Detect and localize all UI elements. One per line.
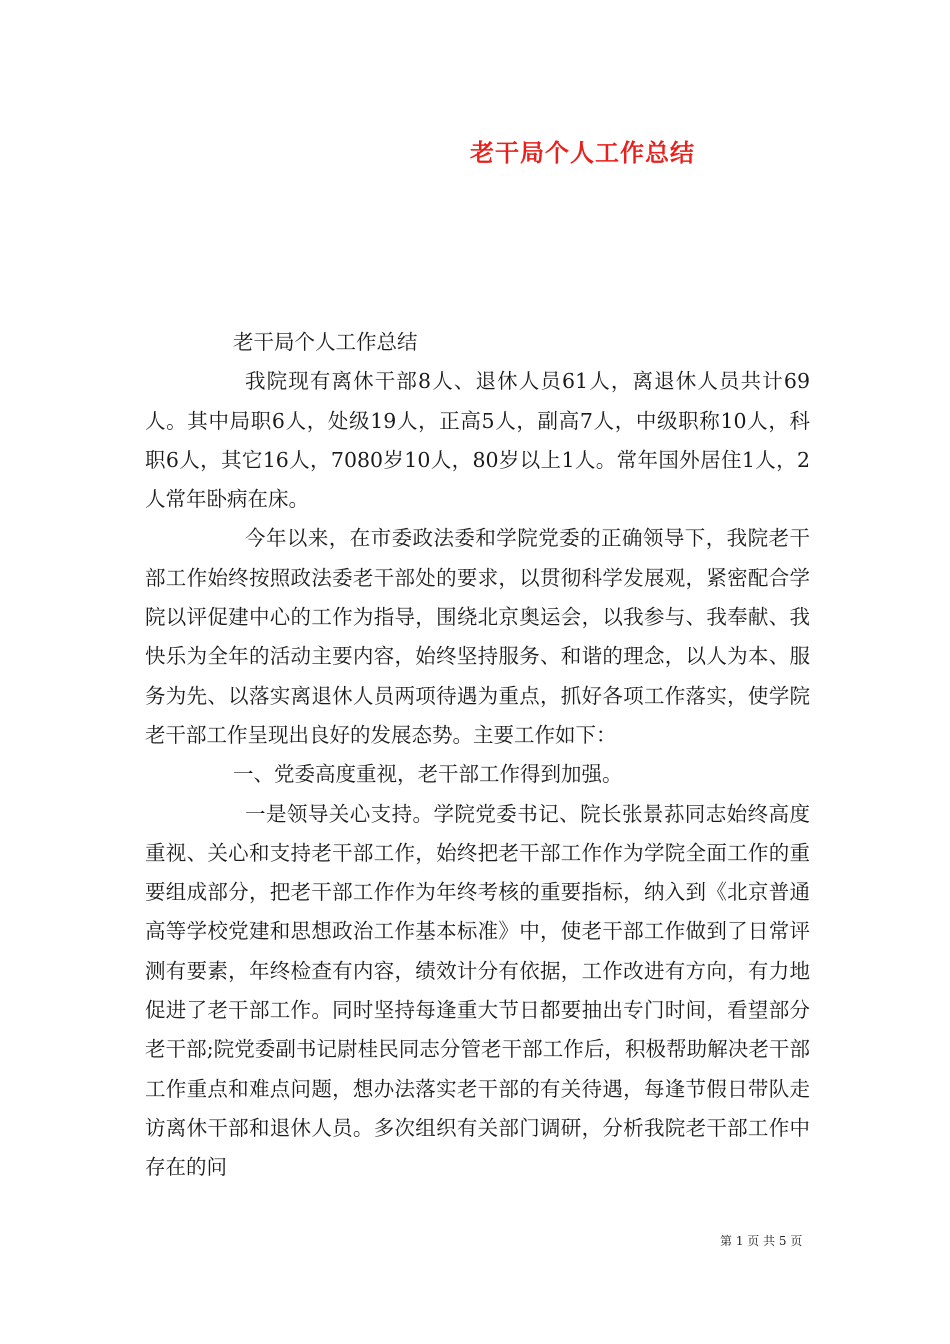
paragraph-staff-statistics: 我院现有离休干部8人、退休人员61人，离退休人员共计69人。其中局职6人，处级19人，正高5人，副高7人，中级职称10人，科职6人，其它16人，7080岁10人，80岁以上1人。常年国外居住1人，2人常年卧病在床。: [145, 369, 810, 512]
page-title: 老干局个人工作总结: [470, 138, 695, 167]
paragraph-overview: 今年以来，在市委政法委和学院党委的正确领导下，我院老干部工作始终按照政法委老干部处的要求，以贯彻科学发展观，紧密配合学院以评促建中心的工作为指导，围绕北京奥运会，以我参与、我奉献、我快乐为全年的活动主要内容，始终坚持服务、和谐的理念，以人为本、服务为先、以落实离退休人员两项待遇为重点，抓好各项工作落实，使学院老干部工作呈现出良好的发展态势。主要工作如下：: [145, 526, 810, 747]
section-heading: 一、党委高度重视，老干部工作得到加强。: [233, 762, 623, 787]
document-body: [145, 323, 810, 1188]
document-heading: 老干局个人工作总结: [233, 330, 418, 354]
paragraph-leadership-support: 一是领导关心支持。学院党委书记、院长张景荪同志始终高度重视、关心和支持老干部工作，始终把老干部工作作为学院全面工作的重要组成部分，把老干部工作作为年终考核的重要指标，纳入到《北京普通高等学校党建和思想政治工作基本标准》中，使老干部工作做到了日常评测有要素，年终检查有内容，绩效计分有依据，工作改进有方向，有力地促进了老干部工作。同时坚持每逢重大节日都要抽出专门时间，看望部分老干部;院党委副书记尉桂民同志分管老干部工作后，积极帮助解决老干部工作重点和难点问题，想办法落实老干部的有关待遇，每逢节假日带队走访离休干部和退休人员。多次组织有关部门调研，分析我院老干部工作中存在的问: [145, 801, 810, 1180]
page-number: 第 1 页 共 5 页: [720, 1234, 803, 1248]
